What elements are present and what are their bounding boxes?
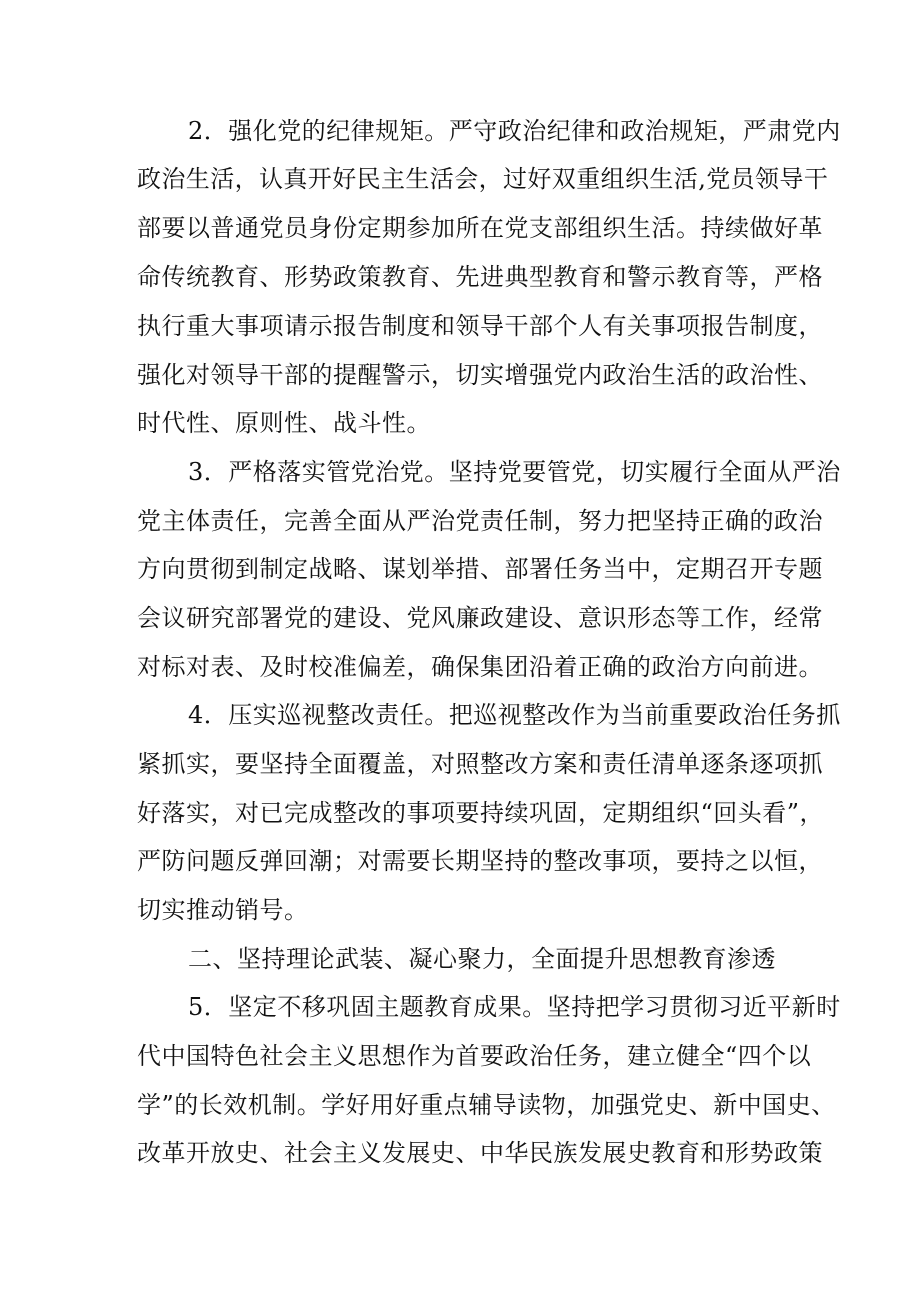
paragraph-2-line-7: 时代性、原则性、战斗性。 <box>137 409 431 437</box>
paragraph-5-line-3: 学”的长效机制。学好用好重点辅导读物，加强党史、新中国史、 <box>137 1091 836 1119</box>
paragraph-2-line-2: 政治生活，认真开好民主生活会，过好双重组织生活,党员领导干 <box>137 165 829 193</box>
paragraph-4-line-2: 紧抓实，要坚持全面覆盖，对照整改方案和责任清单逐条逐项抓 <box>137 750 823 778</box>
paragraph-2-line-6: 强化对领导干部的提醒警示，切实增强党内政治生活的政治性、 <box>137 361 823 389</box>
paragraph-3-line-4: 会议研究部署党的建设、党风廉政建设、意识形态等工作，经常 <box>137 604 823 632</box>
paragraph-4-line-4: 严防问题反弹回潮；对需要长期坚持的整改事项，要持之以恒， <box>137 847 823 875</box>
section-heading-2: 二、坚持理论武装、凝心聚力，全面提升思想教育渗透 <box>188 945 776 973</box>
paragraph-4-line-1: 4．压实巡视整改责任。把巡视整改作为当前重要政治任务抓 <box>188 701 841 729</box>
paragraph-3-line-5: 对标对表、及时校准偏差，确保集团沿着正确的政治方向前进。 <box>137 653 823 681</box>
paragraph-3-line-3: 方向贯彻到制定战略、谋划举措、部署任务当中，定期召开专题 <box>137 555 823 583</box>
paragraph-2-line-1: 2．强化党的纪律规矩。严守政治纪律和政治规矩，严肃党内 <box>188 117 841 145</box>
paragraph-2-line-3: 部要以普通党员身份定期参加所在党支部组织生活。持续做好革 <box>137 214 823 242</box>
paragraph-5-line-2: 代中国特色社会主义思想作为首要政治任务，建立健全“四个以 <box>137 1042 812 1070</box>
paragraph-3-line-2: 党主体责任，完善全面从严治党责任制，努力把坚持正确的政治 <box>137 507 823 535</box>
paragraph-4-line-3: 好落实，对已完成整改的事项要持续巩固，定期组织“回头看”， <box>137 799 825 827</box>
paragraph-5-line-1: 5．坚定不移巩固主题教育成果。坚持把学习贯彻习近平新时 <box>188 993 841 1021</box>
paragraph-3-line-1: 3．严格落实管党治党。坚持党要管党，切实履行全面从严治 <box>188 458 841 486</box>
paragraph-5-line-4: 改革开放史、社会主义发展史、中华民族发展史教育和形势政策 <box>137 1139 823 1167</box>
paragraph-4-line-5: 切实推动销号。 <box>137 896 309 924</box>
paragraph-2-line-5: 执行重大事项请示报告制度和领导干部个人有关事项报告制度， <box>137 312 823 340</box>
paragraph-2-line-4: 命传统教育、形势政策教育、先进典型教育和警示教育等，严格 <box>137 263 823 291</box>
